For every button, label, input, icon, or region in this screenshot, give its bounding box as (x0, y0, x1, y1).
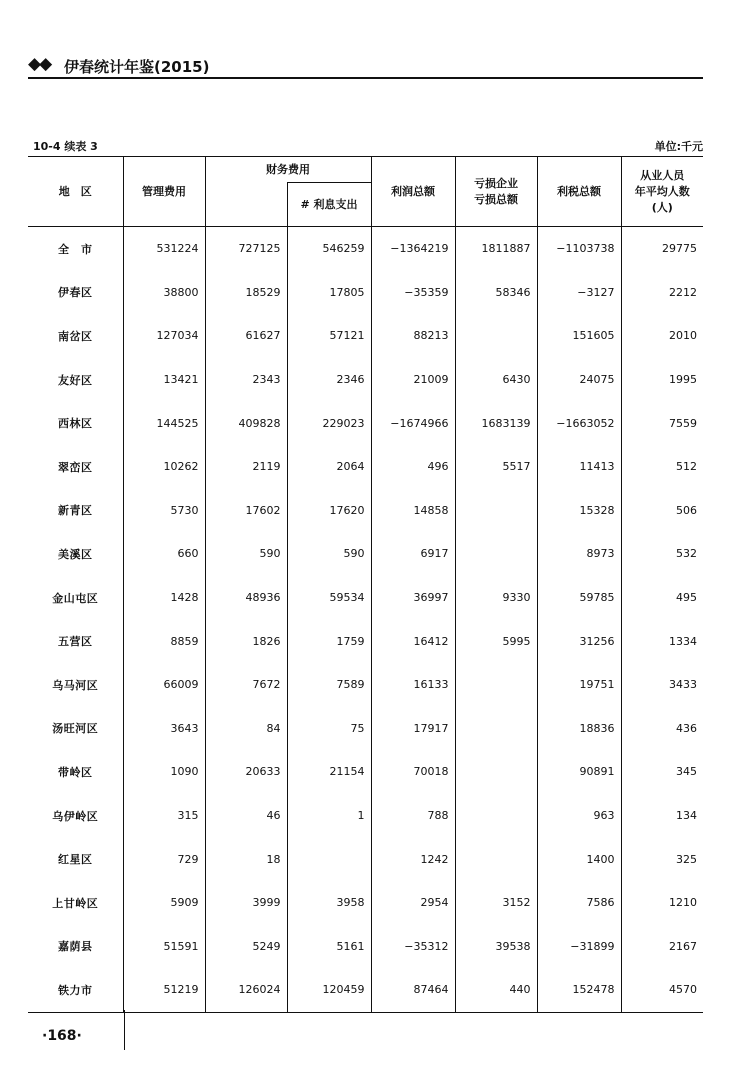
cell-mgmt: 8859 (123, 619, 205, 663)
cell-tax: 151605 (537, 314, 621, 358)
cell-loss (455, 663, 537, 707)
cell-interest: 1 (287, 794, 371, 838)
cell-mgmt: 315 (123, 794, 205, 838)
cell-interest: 17620 (287, 489, 371, 533)
cell-finance: 409828 (205, 401, 287, 445)
cell-tax: 19751 (537, 663, 621, 707)
cell-mgmt: 531224 (123, 227, 205, 271)
cell-emp: 512 (621, 445, 703, 489)
table-row (28, 837, 703, 881)
cell-interest (287, 837, 371, 881)
page-number: ·168· (42, 1028, 82, 1044)
cell-region: 全 市 (58, 242, 93, 256)
cell-emp: 325 (621, 837, 703, 881)
header-finance-spacer (205, 183, 287, 227)
cell-region: 南岔区 (58, 329, 93, 343)
cell-emp: 134 (621, 794, 703, 838)
cell-tax: 963 (537, 794, 621, 838)
cell-loss (455, 794, 537, 838)
table-row (28, 968, 703, 1012)
cell-mgmt: 51591 (123, 925, 205, 969)
cell-profit: 88213 (371, 314, 455, 358)
cell-profit: 16133 (371, 663, 455, 707)
cell-profit: 788 (371, 794, 455, 838)
table-row (28, 358, 703, 402)
cell-profit: 16412 (371, 619, 455, 663)
cell-finance: 48936 (205, 576, 287, 620)
cell-loss (455, 314, 537, 358)
margin-rule (124, 1010, 125, 1050)
cell-finance: 126024 (205, 968, 287, 1012)
cell-mgmt: 13421 (123, 358, 205, 402)
table-caption: 10-4 续表 3 (33, 140, 98, 153)
cell-emp: 2167 (621, 925, 703, 969)
cell-profit: 70018 (371, 750, 455, 794)
cell-profit: 496 (371, 445, 455, 489)
cell-region: 红星区 (58, 853, 93, 867)
cell-finance: 727125 (205, 227, 287, 271)
cell-region: 汤旺河区 (52, 722, 99, 736)
cell-emp: 4570 (621, 968, 703, 1012)
header-interest: # 利息支出 (287, 183, 371, 227)
cell-profit: −1364219 (371, 227, 455, 271)
cell-profit: −35312 (371, 925, 455, 969)
cell-profit: 1242 (371, 837, 455, 881)
table-row (28, 881, 703, 925)
cell-interest: 120459 (287, 968, 371, 1012)
cell-interest: 229023 (287, 401, 371, 445)
table-row (28, 532, 703, 576)
cell-finance: 18 (205, 837, 287, 881)
cell-tax: 11413 (537, 445, 621, 489)
cell-region: 翠峦区 (58, 460, 93, 474)
cell-interest: 21154 (287, 750, 371, 794)
cell-interest: 546259 (287, 227, 371, 271)
cell-profit: 2954 (371, 881, 455, 925)
cell-interest: 7589 (287, 663, 371, 707)
cell-tax: 59785 (537, 576, 621, 620)
cell-profit: 21009 (371, 358, 455, 402)
cell-loss: 1811887 (455, 227, 537, 271)
cell-finance: 590 (205, 532, 287, 576)
cell-mgmt: 5730 (123, 489, 205, 533)
cell-mgmt: 66009 (123, 663, 205, 707)
cell-profit: 6917 (371, 532, 455, 576)
cell-profit: 87464 (371, 968, 455, 1012)
cell-loss: 5995 (455, 619, 537, 663)
cell-region: 乌伊岭区 (52, 809, 99, 823)
yearbook-title: 伊春统计年鉴(2015) (64, 58, 210, 76)
cell-emp: 1210 (621, 881, 703, 925)
cell-interest: 3958 (287, 881, 371, 925)
cell-region: 五营区 (58, 635, 93, 649)
cell-emp: 3433 (621, 663, 703, 707)
cell-emp: 436 (621, 707, 703, 751)
header-total-profit: 利润总额 (371, 157, 455, 227)
table-row (28, 401, 703, 445)
cell-tax: −1103738 (537, 227, 621, 271)
header-region: 地 区 (28, 157, 123, 227)
cell-loss: 5517 (455, 445, 537, 489)
cell-region: 西林区 (58, 417, 93, 431)
cell-tax: −31899 (537, 925, 621, 969)
cell-region: 乌马河区 (52, 678, 99, 692)
cell-region: 带岭区 (58, 765, 93, 779)
cell-finance: 18529 (205, 271, 287, 315)
cell-tax: 90891 (537, 750, 621, 794)
cell-finance: 5249 (205, 925, 287, 969)
cell-loss (455, 707, 537, 751)
header-rule (28, 77, 703, 79)
cell-loss (455, 532, 537, 576)
cell-profit: 14858 (371, 489, 455, 533)
cell-mgmt: 38800 (123, 271, 205, 315)
table-row (28, 489, 703, 533)
cell-loss: 1683139 (455, 401, 537, 445)
cell-finance: 1826 (205, 619, 287, 663)
cell-mgmt: 5909 (123, 881, 205, 925)
cell-finance: 17602 (205, 489, 287, 533)
cell-emp: 506 (621, 489, 703, 533)
cell-loss (455, 837, 537, 881)
cell-tax: 15328 (537, 489, 621, 533)
cell-finance: 2343 (205, 358, 287, 402)
header-finance-cost: 财务费用 (205, 157, 371, 183)
cell-mgmt: 1090 (123, 750, 205, 794)
cell-interest: 57121 (287, 314, 371, 358)
table-row (28, 576, 703, 620)
statistics-table (28, 156, 703, 1013)
table-row (28, 794, 703, 838)
cell-mgmt: 729 (123, 837, 205, 881)
cell-mgmt: 1428 (123, 576, 205, 620)
cell-mgmt: 127034 (123, 314, 205, 358)
table-row (28, 663, 703, 707)
cell-profit: −35359 (371, 271, 455, 315)
table-row (28, 227, 703, 271)
cell-emp: 2212 (621, 271, 703, 315)
cell-interest: 17805 (287, 271, 371, 315)
cell-emp: 532 (621, 532, 703, 576)
table-row (28, 619, 703, 663)
cell-finance: 3999 (205, 881, 287, 925)
cell-finance: 20633 (205, 750, 287, 794)
cell-region: 伊春区 (58, 286, 93, 300)
table-row (28, 750, 703, 794)
cell-region: 金山屯区 (52, 591, 99, 605)
cell-emp: 29775 (621, 227, 703, 271)
cell-finance: 2119 (205, 445, 287, 489)
cell-region: 嘉荫县 (58, 940, 93, 954)
cell-emp: 345 (621, 750, 703, 794)
cell-tax: 7586 (537, 881, 621, 925)
cell-loss: 58346 (455, 271, 537, 315)
cell-region: 新青区 (58, 504, 93, 518)
table-body (28, 227, 703, 1013)
cell-region: 友好区 (58, 373, 93, 387)
cell-loss (455, 489, 537, 533)
cell-finance: 46 (205, 794, 287, 838)
cell-finance: 84 (205, 707, 287, 751)
cell-interest: 75 (287, 707, 371, 751)
cell-mgmt: 51219 (123, 968, 205, 1012)
cell-emp: 1334 (621, 619, 703, 663)
cell-profit: 17917 (371, 707, 455, 751)
cell-tax: 152478 (537, 968, 621, 1012)
cell-profit: −1674966 (371, 401, 455, 445)
cell-tax: 31256 (537, 619, 621, 663)
cell-interest: 2064 (287, 445, 371, 489)
cell-finance: 7672 (205, 663, 287, 707)
cell-tax: 8973 (537, 532, 621, 576)
table-row (28, 707, 703, 751)
header-loss-total: 亏损企业 亏损总额 (455, 157, 537, 227)
cell-finance: 61627 (205, 314, 287, 358)
cell-loss: 9330 (455, 576, 537, 620)
table-row (28, 925, 703, 969)
diamond-bullet-icon: ◆◆ (28, 54, 51, 74)
cell-interest: 2346 (287, 358, 371, 402)
cell-mgmt: 3643 (123, 707, 205, 751)
table-row (28, 445, 703, 489)
cell-mgmt: 10262 (123, 445, 205, 489)
cell-region: 铁力市 (28, 968, 123, 1012)
cell-emp: 2010 (621, 314, 703, 358)
cell-emp: 495 (621, 576, 703, 620)
header-profit-tax: 利税总额 (537, 157, 621, 227)
cell-tax: 1400 (537, 837, 621, 881)
cell-profit: 36997 (371, 576, 455, 620)
cell-loss: 3152 (455, 881, 537, 925)
cell-loss: 39538 (455, 925, 537, 969)
cell-region: 美溪区 (58, 547, 93, 561)
cell-interest: 59534 (287, 576, 371, 620)
unit-label: 单位:千元 (654, 140, 703, 153)
cell-tax: −3127 (537, 271, 621, 315)
cell-loss: 440 (455, 968, 537, 1012)
cell-mgmt: 144525 (123, 401, 205, 445)
cell-interest: 1759 (287, 619, 371, 663)
cell-emp: 1995 (621, 358, 703, 402)
cell-mgmt: 660 (123, 532, 205, 576)
header-employees: 从业人员 年平均人数 (人) (621, 157, 703, 227)
cell-tax: 24075 (537, 358, 621, 402)
table-row (28, 271, 703, 315)
cell-interest: 590 (287, 532, 371, 576)
cell-loss (455, 750, 537, 794)
cell-region: 上甘岭区 (52, 896, 99, 910)
table-row (28, 314, 703, 358)
page-header (28, 52, 703, 78)
cell-tax: −1663052 (537, 401, 621, 445)
cell-emp: 7559 (621, 401, 703, 445)
cell-loss: 6430 (455, 358, 537, 402)
cell-tax: 18836 (537, 707, 621, 751)
header-mgmt-cost: 管理费用 (123, 157, 205, 227)
cell-interest: 5161 (287, 925, 371, 969)
